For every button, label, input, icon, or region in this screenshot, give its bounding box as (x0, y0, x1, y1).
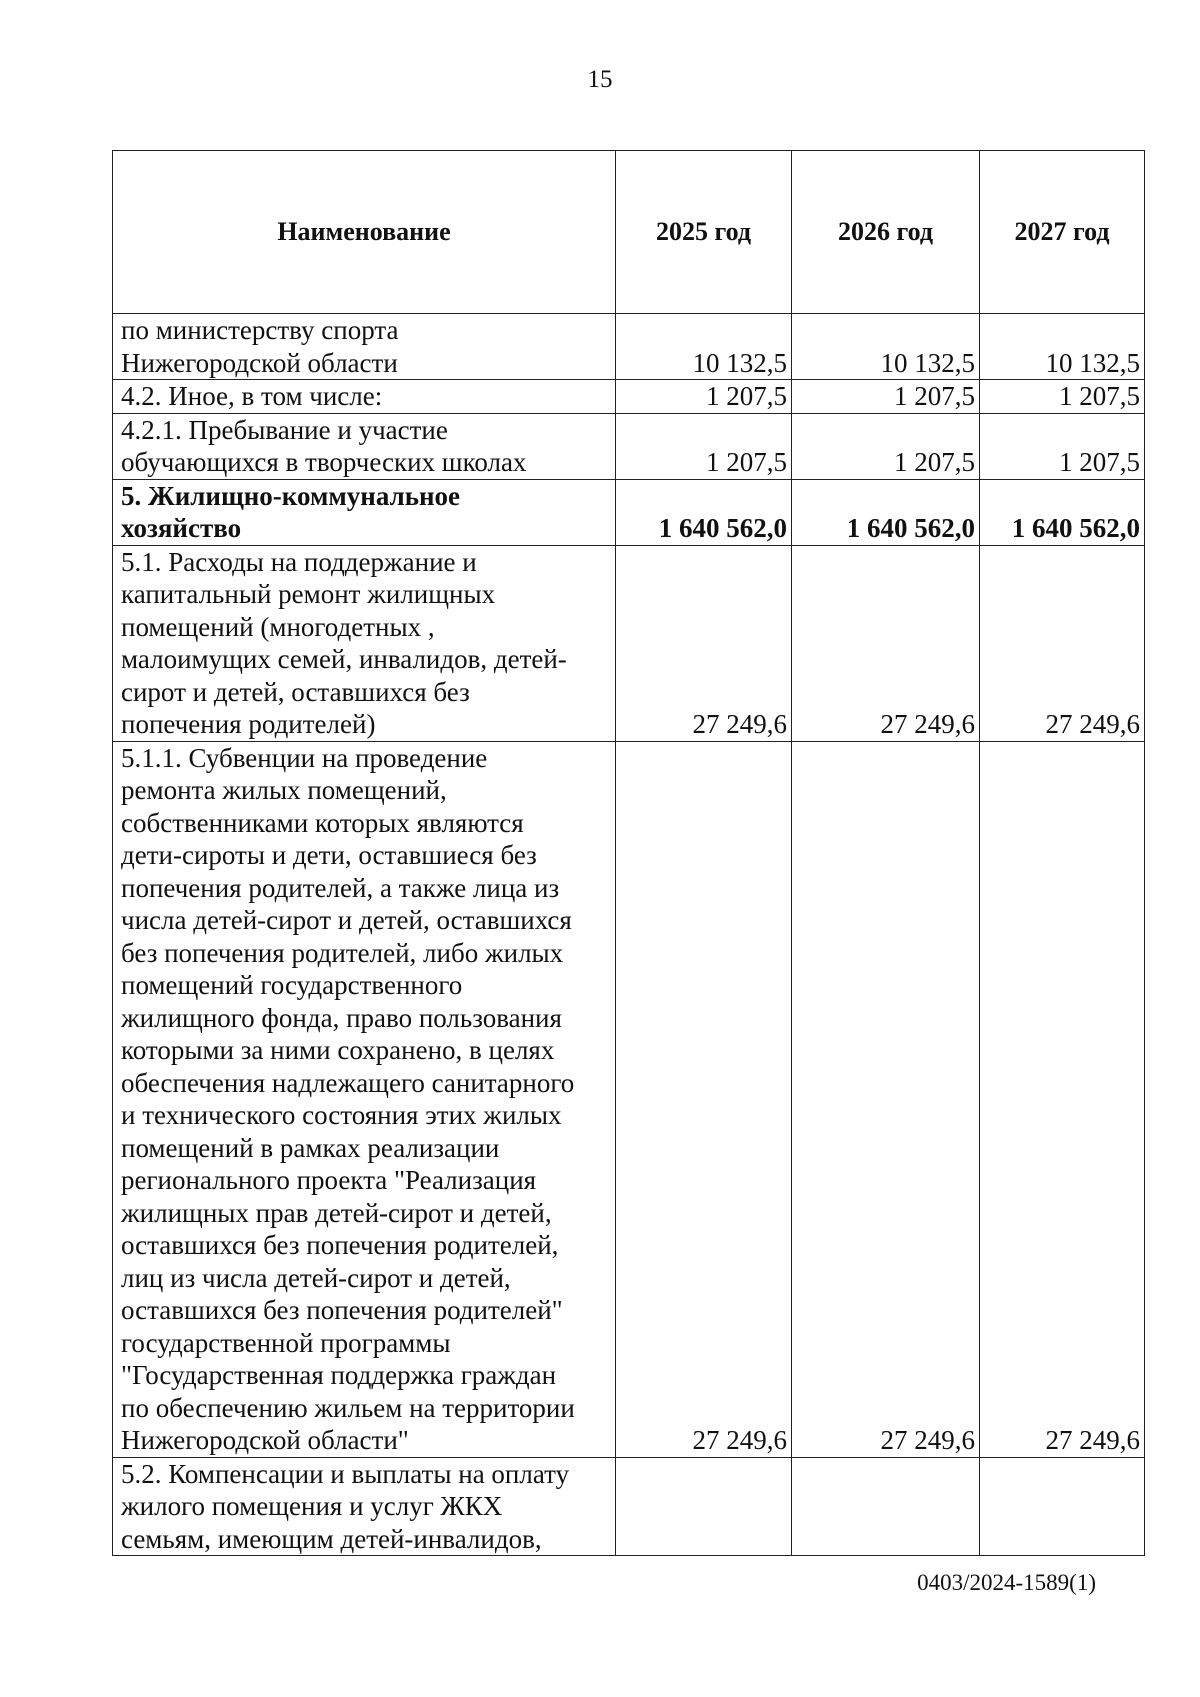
value-2027 (980, 1457, 1145, 1556)
document-code: 0403/2024-1589(1) (917, 1570, 1096, 1595)
value-2027: 1 207,5 (980, 413, 1145, 479)
value-2027: 27 249,6 (980, 545, 1145, 741)
value-2026: 27 249,6 (792, 741, 980, 1457)
table-row (113, 741, 1145, 1457)
row-name-text: 4.2.1. Пребывание и участие обучающихся в творческих школах (121, 414, 527, 477)
value-2027: 1 640 562,0 (980, 479, 1145, 545)
row-name (113, 380, 616, 414)
row-name-text: 5.1.1. Субвенции на проведение ремонта жилых помещений, собственниками которых являются дети-сироты и дети, оставшиеся без попечения родителей, а также лица из числа детей-сирот и детей, оставшихся без попечения родителей, либо жилых помещений государственного жилищного фонда, право пользования которыми за ними сохранено, в целях обеспечения надлежащего санитарного и технического состояния этих жилых помещений в рамках реализации регионального проекта "Реализация жилищных прав детей-сирот и детей, оставшихся без попечения родителей, лиц из числа детей-сирот и детей, оставшихся без попечения родителей" государственной программы "Государственная поддержка граждан по обеспечению жильем на территории Нижегородской области" (121, 742, 575, 1455)
table-row (113, 314, 1145, 380)
value-2026: 1 640 562,0 (792, 479, 980, 545)
value-2025: 10 132,5 (616, 314, 792, 380)
row-name (113, 1457, 616, 1556)
row-name-text: по министерству спорта Нижегородской области (121, 315, 399, 378)
value-2026: 27 249,6 (792, 545, 980, 741)
row-name-text: 4.2. Иное, в том числе: (121, 381, 383, 411)
header-2025: 2025 год (616, 151, 792, 314)
page-number: 15 (587, 66, 613, 93)
table-row (113, 380, 1145, 414)
value-2026: 1 207,5 (792, 380, 980, 414)
value-2027: 10 132,5 (980, 314, 1145, 380)
row-name-text: 5. Жилищно-коммунальное хозяйство (121, 480, 461, 543)
value-2025: 27 249,6 (616, 741, 792, 1457)
row-name (113, 479, 616, 545)
row-name (113, 741, 616, 1457)
table-row (113, 1457, 1145, 1556)
table-row (113, 545, 1145, 741)
value-2025: 1 207,5 (616, 380, 792, 414)
table-row-section (113, 479, 1145, 545)
header-2027: 2027 год (980, 151, 1145, 314)
budget-table (112, 150, 1145, 1556)
value-2026: 1 207,5 (792, 413, 980, 479)
value-2025 (616, 1457, 792, 1556)
row-name-text: 5.2. Компенсации и выплаты на оплату жилого помещения и услуг ЖКХ семьям, имеющим детей-инвалидов, (121, 1458, 570, 1554)
table-header-row (113, 151, 1145, 314)
row-name-text: 5.1. Расходы на поддержание и капитальный ремонт жилищных помещений (многодетных , малоимущих семей, инвалидов, детей- сирот и детей, оставшихся без попечения родителей) (121, 546, 567, 739)
value-2025: 27 249,6 (616, 545, 792, 741)
table-row (113, 413, 1145, 479)
row-name (113, 545, 616, 741)
row-name (113, 413, 616, 479)
row-name (113, 314, 616, 380)
value-2027: 1 207,5 (980, 380, 1145, 414)
value-2026 (792, 1457, 980, 1556)
header-2026: 2026 год (792, 151, 980, 314)
value-2025: 1 640 562,0 (616, 479, 792, 545)
value-2027: 27 249,6 (980, 741, 1145, 1457)
header-name: Наименование (113, 151, 616, 314)
value-2026: 10 132,5 (792, 314, 980, 380)
value-2025: 1 207,5 (616, 413, 792, 479)
